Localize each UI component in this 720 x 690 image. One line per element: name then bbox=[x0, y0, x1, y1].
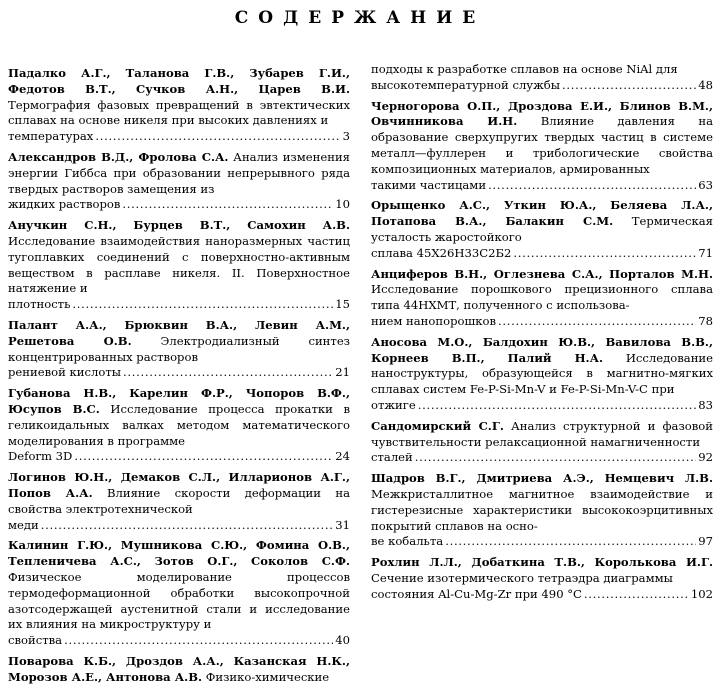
leader-dots bbox=[64, 633, 333, 649]
entry-authors: Анциферов В.Н., Оглезнева С.А., Порталов М.Н. bbox=[371, 266, 713, 281]
contents-left-column bbox=[8, 66, 350, 690]
entry-title: Анализ структурной и фазовой чувствительности релаксационной намагниченности bbox=[371, 418, 714, 449]
leader-dots bbox=[123, 365, 333, 381]
entry-authors: Сандомирский С.Г. bbox=[371, 418, 504, 433]
entry-page-line bbox=[371, 398, 713, 414]
entry-authors: Поварова К.Б., Дроздов А.А., Казанская Н.К., Морозов А.Е., Антонова А.В. bbox=[8, 653, 350, 684]
toc-entry[interactable] bbox=[8, 150, 350, 213]
entry-title: Электродиализный синтез концентрированных растворов bbox=[8, 333, 350, 364]
entry-last-words: ве кобальта bbox=[371, 534, 444, 549]
entry-authors: Рохлин Л.Л., Добаткина Т.В., Королькова И.Г. bbox=[371, 555, 713, 570]
entry-page-line bbox=[371, 314, 713, 330]
leader-dots bbox=[562, 78, 696, 94]
entry-page-line bbox=[8, 297, 350, 313]
entry-page-line bbox=[8, 129, 350, 145]
page-number: 97 bbox=[698, 534, 713, 549]
entry-last-words: плотность bbox=[8, 297, 71, 312]
entry-title: Исследование наноструктуры, образующейся в магнитно-мягких сплавах систем Fe-P-Si-Mn-V и Fe-P-Si-Mn-V-C при bbox=[371, 350, 714, 397]
toc-entry[interactable] bbox=[8, 538, 350, 649]
entry-title: Термография фазовых превращений в эвтектических сплавах на основе никеля при высоких давлениях и bbox=[8, 97, 350, 128]
entry-last-words: высокотемпературной службы bbox=[371, 77, 560, 92]
entry-title: Исследование взаимодействия наноразмерных частиц тугоплавких соединений с поверхностно-активным веществом в расплаве никеля. II. Поверхностное натяжение и bbox=[8, 233, 350, 296]
toc-entry[interactable] bbox=[8, 318, 350, 381]
entry-authors: Калинин Г.Ю., Мушникова С.Ю., Фомина О.В., Тепленичева А.С., Зотов О.Г., Соколов С.Ф. bbox=[8, 538, 350, 569]
entry-last-words: сталей bbox=[371, 450, 413, 465]
entry-title: Анализ изменения энергии Гиббса при образовании непрерывного ряда твердых растворов замещения из bbox=[8, 149, 350, 196]
entry-authors: Анучкин С.Н., Бурцев В.Т., Самохин А.В. bbox=[8, 218, 350, 233]
leader-dots bbox=[488, 178, 696, 194]
entry-page-line bbox=[371, 587, 713, 603]
entry-authors: Аносова М.О., Балдохин Ю.В., Вавилова В.В., Корнеев В.П., Палий Н.А. bbox=[371, 334, 713, 365]
entry-last-words: Deform 3D bbox=[8, 449, 73, 464]
entry-title: Влияние давления на образование сверхупругих твердых частиц в системе металл—фуллерен и трибологические свойства композиционных материалов, армированных bbox=[371, 114, 713, 176]
page-number: 63 bbox=[698, 177, 713, 192]
entry-authors: Падалко А.Г., Таланова Г.В., Зубарев Г.И., Федотов В.Т., Сучков А.Н., Царев В.И. bbox=[8, 66, 350, 96]
page-number: 71 bbox=[698, 245, 713, 260]
page-number: 15 bbox=[335, 297, 350, 312]
toc-entry[interactable] bbox=[8, 470, 350, 533]
toc-entry[interactable] bbox=[371, 99, 713, 194]
page-number: 31 bbox=[335, 517, 350, 532]
toc-entry[interactable] bbox=[8, 654, 350, 686]
entry-last-words: температурах bbox=[8, 129, 94, 144]
page-number: 92 bbox=[698, 450, 713, 465]
entry-last-words: жидких растворов bbox=[8, 197, 121, 212]
entry-title: Влияние скорости деформации на свойства электротехнической bbox=[8, 485, 350, 516]
entry-authors: Логинов Ю.Н., Демаков С.Л., Илларионов А.Г., Попов А.А. bbox=[8, 470, 350, 500]
toc-entry[interactable] bbox=[371, 335, 713, 414]
leader-dots bbox=[418, 398, 697, 414]
toc-entry-continuation bbox=[371, 62, 713, 94]
page-number: 40 bbox=[335, 633, 350, 648]
toc-entry[interactable] bbox=[8, 386, 350, 465]
leader-dots bbox=[41, 518, 333, 534]
entry-authors: Палант А.А., Брюквин В.А., Левин А.М., Решетова О.В. bbox=[8, 317, 350, 348]
contents-title: СОДЕРЖАНИЕ bbox=[234, 8, 486, 28]
entry-title: Межкристаллитное магнитное взаимодействие и гистерезисные характеристики высококоэрцитивных покрытий сплавов на осно- bbox=[371, 486, 713, 533]
leader-dots bbox=[498, 314, 696, 330]
page-number: 78 bbox=[698, 313, 713, 328]
toc-entry[interactable] bbox=[8, 66, 350, 145]
page-number: 24 bbox=[335, 449, 350, 464]
entry-page-line bbox=[8, 365, 350, 381]
page-number: 3 bbox=[342, 129, 350, 144]
entry-page-line bbox=[371, 534, 713, 550]
entry-title: Физическое моделирование процессов термодеформационной обработки высокопрочной азотсодержащей аустенитной стали и исследование их влияния на микроструктуру и bbox=[8, 569, 350, 632]
page-number: 83 bbox=[698, 397, 713, 412]
entry-page-line bbox=[371, 450, 713, 466]
entry-last-words: свойства bbox=[8, 633, 63, 648]
entry-last-words: состояния Al-Cu-Mg-Zr при 490 °С bbox=[371, 586, 582, 601]
entry-page-line bbox=[8, 197, 350, 213]
entry-page-line bbox=[371, 178, 713, 194]
leader-dots bbox=[584, 587, 689, 603]
entry-authors: Черногорова О.П., Дроздова Е.И., Блинов В.М., Овчинникова И.Н. bbox=[371, 98, 713, 129]
leader-dots bbox=[74, 449, 333, 465]
entry-title: Исследование порошкового прецизионного сплава типа 44НХМТ, полученного с использова- bbox=[371, 282, 713, 313]
entry-page-line bbox=[8, 449, 350, 465]
entry-last-words: сплава 45Х26Н33С2Б2 bbox=[371, 245, 512, 260]
entry-last-words: такими частицами bbox=[371, 177, 487, 192]
entry-authors: Губанова Н.В., Карелин Ф.Р., Чопоров В.Ф., Юсупов В.С. bbox=[8, 386, 350, 416]
entry-authors: Александров В.Д., Фролова С.А. bbox=[8, 149, 229, 164]
entry-page-line bbox=[371, 246, 713, 262]
page-number: 10 bbox=[335, 197, 350, 212]
entry-last-words: меди bbox=[8, 517, 39, 532]
leader-dots bbox=[415, 450, 696, 466]
entry-text: подходы к разработке сплавов на основе NiAl для bbox=[371, 62, 678, 76]
entry-page-line bbox=[8, 518, 350, 534]
entry-page-line bbox=[8, 633, 350, 649]
toc-entry[interactable] bbox=[8, 218, 350, 313]
page-number: 21 bbox=[335, 365, 350, 380]
toc-entry[interactable] bbox=[371, 419, 713, 466]
leader-dots bbox=[445, 534, 696, 550]
page-number: 102 bbox=[690, 586, 713, 601]
toc-entry[interactable] bbox=[371, 555, 713, 602]
entry-authors: Шадров В.Г., Дмитриева А.Э., Немцевич Л.В. bbox=[371, 471, 713, 486]
leader-dots bbox=[513, 246, 696, 262]
toc-entry[interactable] bbox=[371, 267, 713, 330]
contents-right-column bbox=[371, 62, 713, 608]
toc-entry[interactable] bbox=[371, 198, 713, 261]
entry-last-words: отжиге bbox=[371, 397, 416, 412]
entry-page-line bbox=[371, 78, 713, 94]
entry-last-words: рениевой кислоты bbox=[8, 365, 121, 380]
entry-authors: Орыщенко А.С., Уткин Ю.А., Беляева Л.А., Потапова В.А., Балакин С.М. bbox=[371, 198, 713, 229]
entry-title: Сечение изотермического тетраэдра диаграммы bbox=[371, 570, 673, 585]
page-number: 48 bbox=[698, 77, 713, 92]
toc-entry[interactable] bbox=[371, 471, 713, 550]
leader-dots bbox=[72, 297, 333, 313]
leader-dots bbox=[122, 197, 333, 213]
entry-last-words: нием нанопорошков bbox=[371, 313, 497, 328]
entry-title: Физико-химические bbox=[205, 669, 330, 684]
entry-title: Исследование процесса прокатки в геликоидальных валках методом математического моделирования в программе bbox=[8, 401, 350, 448]
leader-dots bbox=[95, 129, 340, 145]
entry-title: Термическая усталость жаростойкого bbox=[371, 214, 713, 244]
